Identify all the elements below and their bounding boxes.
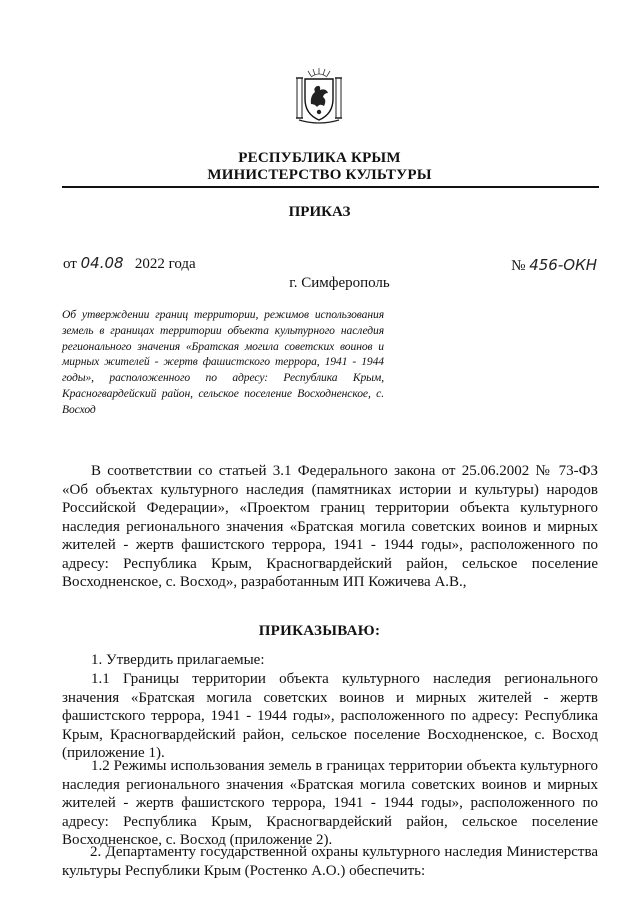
org-name-ministry: МИНИСТЕРСТВО КУЛЬТУРЫ <box>207 167 432 183</box>
order-heading: ПРИКАЗЫВАЮ: <box>258 623 381 639</box>
org-name-republic: РЕСПУБЛИКА КРЫМ <box>238 150 401 166</box>
document-number <box>511 256 597 275</box>
date-year: 2022 года <box>134 256 196 272</box>
date-handwritten: 04.08 <box>80 254 124 272</box>
order-item-1-2: 1.2 Режимы использования земель в границах территории объекта культурного наследия регионального значения «Братская могила советских воинов и мирных жителей - жертв фашистского террора, 1941 - 1944 годы», расположенного по адресу: Республика Крым, Красногвардейский район, сельское поселение Восходненское, с. Восход (приложение 2). <box>62 758 598 848</box>
order-item-1-1: 1.1 Границы территории объекта культурного наследия регионального значения «Братская могила советских воинов и мирных жителей - жертв фашистского террора, 1941 - 1944 годы», расположенного по адресу: Республика Крым, Красногвардейский район, сельское поселение Восходненское, с. Восход (приложение 1). <box>62 671 598 761</box>
coat-of-arms-icon <box>293 66 345 126</box>
document-date <box>63 254 196 273</box>
preamble-paragraph: В соответствии со статьей 3.1 Федерального закона от 25.06.2002 № 73-ФЗ «Об объектах культурного наследия (памятниках истории и культуры) народов Российской Федерации», «Проектом границ территории объекта культурного наследия регионального значения «Братская могила советских воинов и мирных жителей - жертв фашистского террора, 1941 - 1944 годы», расположенного по адресу: Республика Крым, Красногвардейский район, сельское поселение Восходненское, с. Восход», разработанным ИП Кожичева А.В., <box>62 463 598 590</box>
number-handwritten: 456-ОКН <box>529 256 597 274</box>
order-item-1: 1. Утвердить прилагаемые: <box>91 652 265 668</box>
number-prefix: № <box>511 258 526 274</box>
order-item-2: 2. Департаменту государственной охраны культурного наследия Министерства культуры Республики Крым (Ростенко А.О.) обеспечить: <box>62 844 598 879</box>
date-prefix: от <box>63 256 77 272</box>
document-subject: Об утверждении границ территории, режимов использования земель в границах территории объекта культурного наследия регионального значения «Братская могила советских воинов и мирных жителей - жертв фашистского террора, 1941 - 1944 годы», расположенного по адресу: Республика Крым, Красногвардейский район, сельское поселение Восходненское, с. Восход <box>62 308 384 416</box>
document-title: ПРИКАЗ <box>288 204 351 220</box>
document-city: г. Симферополь <box>289 275 390 291</box>
header-divider <box>62 186 599 188</box>
